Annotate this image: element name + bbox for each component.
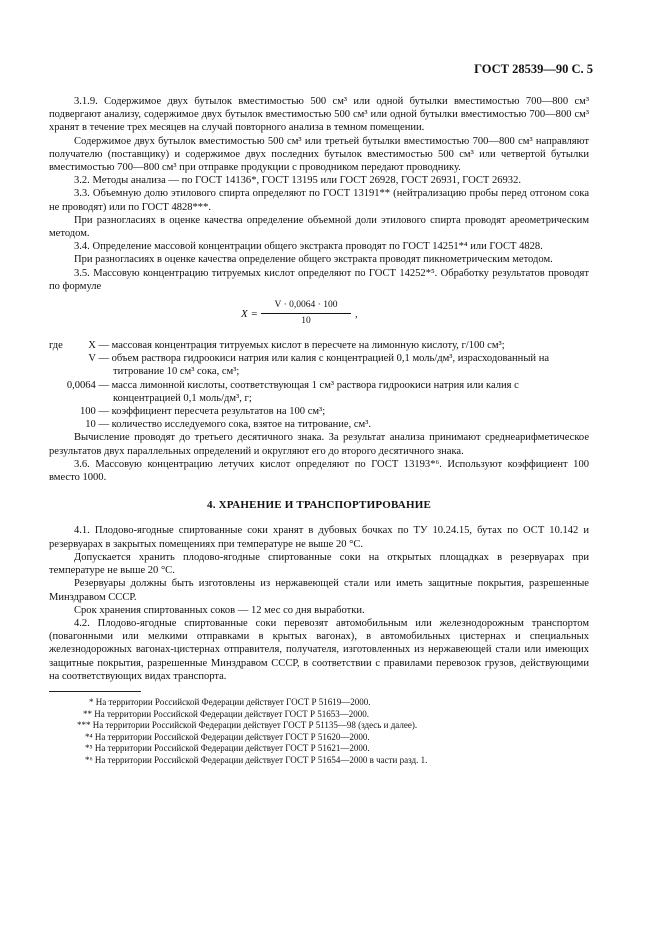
paragraph-3-4: 3.4. Определение массовой концентрации общего экстракта проводят по ГОСТ 14251*⁴ или ГОСТ 4828. <box>74 241 543 253</box>
formula-numerator: V · 0,0064 · 100 <box>261 299 351 314</box>
footnote: ** На территории Российской Федерации действует ГОСТ Р 51653—2000. <box>83 708 369 719</box>
document-body <box>49 95 589 766</box>
legend-item <box>49 352 589 378</box>
legend-where-word: где <box>49 340 63 352</box>
paragraph-open-storage: Допускается хранить плодово-ягодные спиртованные соки на открытых площадках в резервуарах при температуре не выше 20 °С. <box>49 551 589 577</box>
paragraph-3-3: 3.3. Объемную долю этилового спирта определяют по ГОСТ 13191** (нейтрализацию пробы перед отгоном сока не проводят) или по ГОСТ 4828***. <box>49 188 589 213</box>
paragraph-calculation: Вычисление проводят до третьего десятичного знака. За результат анализа принимают среднеарифметическое результатов двух параллельных определений и округляют его до второго десятичного знака. <box>49 432 589 457</box>
legend-item <box>49 405 589 418</box>
section-title: 4. ХРАНЕНИЕ И ТРАНСПОРТИРОВАНИЕ <box>207 499 431 512</box>
paragraph-3-5: 3.5. Массовую концентрацию титруемых кислот определяют по ГОСТ 14252*⁵. Обработку результатов проводят по формуле <box>49 267 589 292</box>
paragraph-contents-to-recipient: Содержимое двух бутылок вместимостью 500 см³ или третьей бутылки вместимостью 700—800 см³ направляют получателю (поставщику) и содержимое двух последних бутылок вместимостью 500 см³ или четвертой бутылки вместимостью 700—800 см³ при отправке продукции с проводником передают проводнику. <box>49 135 589 174</box>
legend-text: масса лимонной кислоты, соответствующая 1 см³ раствора гидроокиси натрия или калия с концентрацией 0,1 моль/дм³, г; <box>111 379 519 404</box>
paragraph-tanks: Резервуары должны быть изготовлены из нержавеющей стали или иметь защитные покрытия, разрешенные Минздравом СССР. <box>49 578 589 603</box>
formula <box>49 299 589 333</box>
paragraph-alcohol-disagreement: При разногласиях в оценке качества определение объемной доли этилового спирта проводят ареометрическим методом. <box>49 214 589 240</box>
legend-symbol: X — <box>88 340 109 352</box>
paragraph-4-1: 4.1. Плодово-ягодные спиртованные соки хранят в дубовых бочках по ТУ 10.24.15, бутах по ОСТ 10.142 и резервуарах в закрытых помещениях при температуре не выше 20 °С. <box>49 525 589 550</box>
paragraph-extract-disagreement: При разногласиях в оценке качества определение общего экстракта проводят пикнометрическим методом. <box>74 254 553 266</box>
footnote: *⁶ На территории Российской Федерации действует ГОСТ Р 51654—2000 в части разд. 1. <box>85 754 428 765</box>
formula-legend <box>49 339 589 431</box>
paragraph-shelf-life: Срок хранения спиртованных соков — 12 мес со дня выработки. <box>74 604 365 616</box>
legend-symbol: 10 — <box>85 419 109 431</box>
legend-symbol: 100 — <box>79 406 109 418</box>
formula-lhs: X = <box>241 308 258 321</box>
paragraph-3-1-9: 3.1.9. Содержимое двух бутылок вместимостью 500 см³ или одной бутылки вместимостью 700—800 см³ подвергают анализу, содержимое двух бутылок вместимостью 500 см³ или одной бутылки вместимостью 700—800 см³ хранят в течение трех месяцев на случай повторного анализа в темном помещении. <box>49 96 589 134</box>
legend-symbol: 0,0064 — <box>66 379 109 391</box>
footnote: *** На территории Российской Федерации действует ГОСТ Р 51135—98 (здесь и далее). <box>77 720 418 731</box>
paragraph-4-2: 4.2. Плодово-ягодные спиртованные соки перевозят автомобильным или железнодорожным транспортом (повагонными или мелкими отправками в крытых вагонах), в автомобильных цистернах и специальных железнодорожных вагонах-цистернах отправителя, получателя, изготовленных из нержавеющей стали или имеющих защитные покрытия, разрешенные Минздравом СССР, в соответствии с правилами перевозок грузов, действующими на соответствующих видах транспорта. <box>49 617 589 682</box>
legend-text: массовая концентрация титруемых кислот в пересчете на лимонную кислоту, г/100 см³; <box>111 340 505 352</box>
legend-text: коэффициент пересчета результатов на 100 см³; <box>111 406 326 418</box>
footnote: *⁵ На территории Российской Федерации действует ГОСТ Р 51621—2000. <box>85 743 370 754</box>
paragraph-3-2: 3.2. Методы анализа — по ГОСТ 14136*, ГОСТ 13195 или ГОСТ 26928, ГОСТ 26931, ГОСТ 26932. <box>74 175 521 187</box>
footnote-divider <box>49 691 141 692</box>
legend-item <box>49 418 589 431</box>
legend-text: объем раствора гидроокиси натрия или калия с концентрацией 0,1 моль/дм³, израсходованный на титрование 10 см³ сока, см³; <box>111 353 550 378</box>
legend-text: количество исследуемого сока, взятое на титрование, см³. <box>111 419 372 431</box>
footnote: * На территории Российской Федерации действует ГОСТ Р 51619—2000. <box>89 696 371 707</box>
page-header: ГОСТ 28539—90 С. 5 <box>474 62 593 76</box>
formula-tail: , <box>355 309 358 321</box>
formula-fraction <box>261 299 351 328</box>
legend-symbol: V — <box>88 353 109 365</box>
paragraph-3-6: 3.6. Массовую концентрацию летучих кислот определяют по ГОСТ 13193*⁶. Используют коэффициент 100 вместо 1000. <box>49 458 589 484</box>
legend-item <box>49 339 589 352</box>
footnote: *⁴ На территории Российской Федерации действует ГОСТ Р 51620—2000. <box>85 731 370 742</box>
formula-denominator: 10 <box>301 316 311 327</box>
legend-item <box>49 379 589 405</box>
